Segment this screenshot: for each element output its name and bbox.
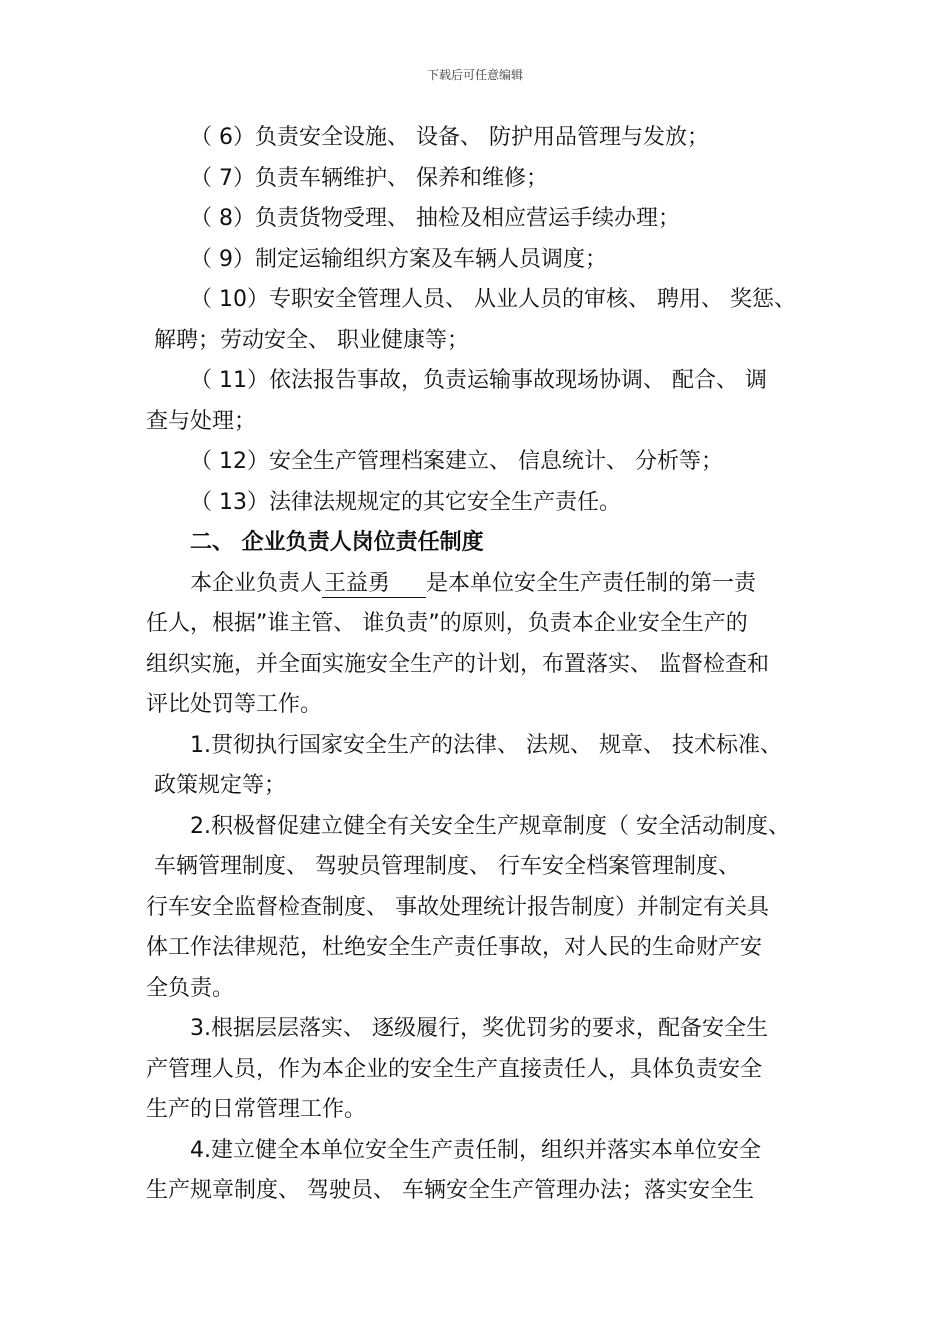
item-line: 行车安全监督检查制度、 事故处理统计报告制度）并制定有关具	[146, 894, 769, 920]
item-first-line: 2.积极督促建立健全有关安全生产规章制度（ 安全活动制度、	[190, 813, 790, 839]
intro-suffix: 是本单位安全生产责任制的第一责	[426, 570, 757, 596]
intro-prefix: 本企业负责人	[190, 570, 323, 596]
responsibility-line: （ 11）依法报告事故，负责运输事故现场协调、 配合、 调	[190, 368, 767, 393]
responsibility-line: （ 10）专职安全管理人员、 从业人员的审核、 聘用、 奖惩、	[190, 287, 796, 312]
section-heading: 二、 企业负责人岗位责任制度	[190, 530, 484, 555]
intro-line: 任人，根据”谁主管、 谁负责”的原则，负责本企业安全生产的	[146, 611, 748, 636]
responsibility-line: 查与处理；	[146, 408, 257, 434]
item-line: 全负责。	[146, 975, 235, 1001]
responsibility-line: （ 6）负责安全设施、 设备、 防护用品管理与发放；	[190, 125, 709, 150]
item-first-line: 4.建立健全本单位安全生产责任制，组织并落实本单位安全	[190, 1137, 761, 1163]
document-body	[146, 118, 826, 1212]
item-line: 生产的日常管理工作。	[146, 1097, 367, 1122]
item-line: 生产规章制度、 驾驶员、 车辆安全生产管理办法；落实安全生	[146, 1178, 754, 1203]
item-line: 体工作法律规范，杜绝安全生产责任事故，对人民的生命财产安	[146, 935, 763, 960]
responsible-person-name: 王益勇	[322, 571, 426, 598]
item-line: 车辆管理制度、 驾驶员管理制度、 行车安全档案管理制度、	[154, 854, 740, 879]
intro-line: 组织实施，并全面实施安全生产的计划，布置落实、 监督检查和	[146, 651, 769, 677]
item-line: 政策规定等；	[154, 773, 287, 798]
item-line: 产管理人员，作为本企业的安全生产直接责任人，具体负责安全	[146, 1056, 763, 1082]
responsibility-line: （ 9）制定运输组织方案及车辆人员调度；	[190, 246, 607, 272]
item-first-line: 3.根据层层落实、 逐级履行，奖优罚劣的要求，配备安全生	[190, 1016, 768, 1041]
responsibility-line: （ 7）负责车辆维护、 保养和维修；	[190, 165, 548, 191]
responsibility-line: 解聘；劳动安全、 职业健康等；	[154, 327, 469, 353]
page-header-note: 下载后可任意编辑	[426, 68, 523, 82]
intro-line: 评比处罚等工作。	[146, 692, 323, 717]
intro-first-line	[146, 564, 826, 605]
responsibility-line: （ 8）负责货物受理、 抽检及相应营运手续办理；	[190, 206, 680, 231]
item-first-line: 1.贯彻执行国家安全生产的法律、 法规、 规章、 技术标准、	[190, 732, 782, 758]
responsibility-line: （ 12）安全生产管理档案建立、 信息统计、 分析等；	[190, 449, 723, 474]
responsibility-line: （ 13）法律法规规定的其它安全生产责任。	[190, 489, 621, 515]
